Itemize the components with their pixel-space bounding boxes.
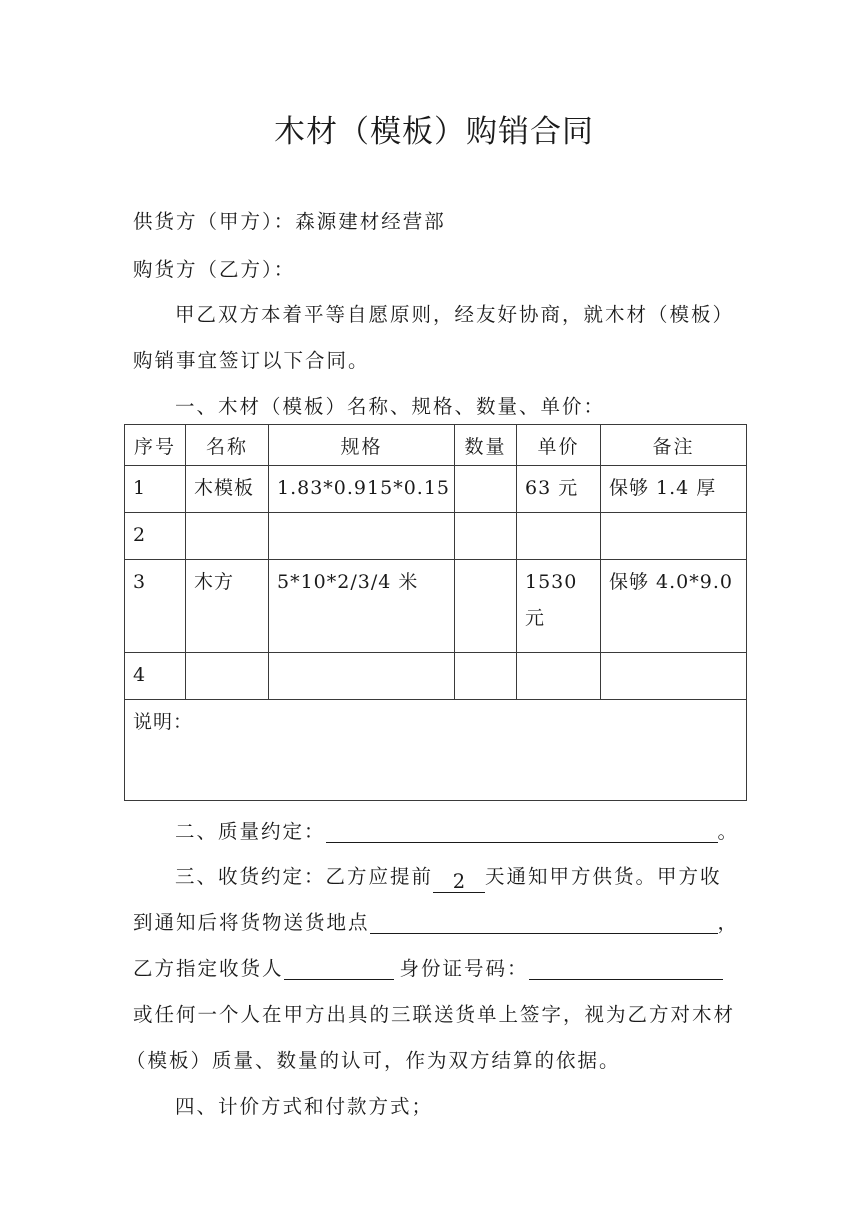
intro-line-2: 购销事宜签订以下合同。 bbox=[133, 349, 370, 372]
section-3-text-a: 三、收货约定：乙方应提前 bbox=[175, 865, 434, 888]
header-name: 名称 bbox=[186, 425, 269, 466]
cell-spec: 1.83*0.915*0.15 bbox=[269, 466, 455, 513]
header-price: 单价 bbox=[517, 425, 601, 466]
cell-no: 4 bbox=[125, 653, 186, 700]
supplier-line: 供货方（甲方）：森源建材经营部 bbox=[133, 210, 446, 233]
table-note: 说明： bbox=[125, 700, 747, 801]
contract-title: 木材（模板）购销合同 bbox=[274, 114, 594, 150]
cell-qty bbox=[455, 513, 517, 560]
table-row bbox=[125, 653, 747, 700]
section-4-heading: 四、计价方式和付款方式； bbox=[175, 1095, 434, 1118]
table-header-row bbox=[125, 425, 747, 466]
receiver-blank bbox=[284, 957, 394, 980]
cell-note: 保够 4.0*9.0 bbox=[601, 560, 747, 653]
table-row bbox=[125, 560, 747, 653]
cell-note: 保够 1.4 厚 bbox=[601, 466, 747, 513]
intro-line-1: 甲乙双方本着平等自愿原则，经友好协商，就木材（模板） bbox=[175, 303, 735, 326]
cell-qty bbox=[455, 466, 517, 513]
header-no: 序号 bbox=[125, 425, 186, 466]
table-row bbox=[125, 513, 747, 560]
section-1-heading: 一、木材（模板）名称、规格、数量、单价： bbox=[175, 395, 606, 418]
cell-name: 木方 bbox=[186, 560, 269, 653]
price-unit: 元 bbox=[525, 607, 546, 629]
section-3-line-2 bbox=[133, 907, 739, 935]
price-value: 1530 bbox=[525, 571, 578, 593]
cell-no: 3 bbox=[125, 560, 186, 653]
section-3-text-d: 乙方指定收货人 bbox=[133, 957, 284, 980]
cell-note bbox=[601, 653, 747, 700]
id-number-blank bbox=[529, 957, 723, 980]
cell-qty bbox=[455, 560, 517, 653]
delivery-address-blank bbox=[370, 911, 718, 934]
section-3-text-b: 天通知甲方供货。甲方收 bbox=[485, 865, 722, 888]
section-3-line-3 bbox=[133, 953, 723, 981]
cell-spec bbox=[269, 653, 455, 700]
section-2-label: 二、质量约定： bbox=[175, 820, 326, 843]
buyer-line: 购货方（乙方）： bbox=[133, 258, 296, 281]
cell-note bbox=[601, 513, 747, 560]
quality-blank bbox=[326, 820, 718, 843]
cell-price: 63 元 bbox=[517, 466, 601, 513]
section-3-line-1 bbox=[175, 861, 722, 893]
cell-qty bbox=[455, 653, 517, 700]
cell-name bbox=[186, 513, 269, 560]
header-spec: 规格 bbox=[269, 425, 455, 466]
cell-no: 1 bbox=[125, 466, 186, 513]
section-2-end: 。 bbox=[717, 820, 740, 843]
section-3-line-2-end: ， bbox=[717, 911, 740, 934]
spec-table bbox=[124, 424, 747, 801]
header-note: 备注 bbox=[601, 425, 747, 466]
section-3-text-e: 身份证号码： bbox=[399, 957, 529, 980]
section-3-line-4: 或任何一个人在甲方出具的三联送货单上签字，视为乙方对木材 bbox=[133, 1003, 736, 1026]
cell-price bbox=[517, 653, 601, 700]
cell-price bbox=[517, 513, 601, 560]
cell-spec: 5*10*2/3/4 米 bbox=[269, 560, 455, 653]
cell-price bbox=[517, 560, 601, 653]
cell-name bbox=[186, 653, 269, 700]
cell-no: 2 bbox=[125, 513, 186, 560]
advance-days: 2 bbox=[433, 870, 485, 893]
header-qty: 数量 bbox=[455, 425, 517, 466]
table-row bbox=[125, 466, 747, 513]
cell-name: 木模板 bbox=[186, 466, 269, 513]
section-3-text-c: 到通知后将货物送货地点 bbox=[133, 911, 370, 934]
cell-spec bbox=[269, 513, 455, 560]
table-note-row bbox=[125, 700, 747, 801]
section-2-line bbox=[175, 816, 739, 844]
section-3-line-5: （模板）质量、数量的认可，作为双方结算的依据。 bbox=[126, 1049, 621, 1072]
